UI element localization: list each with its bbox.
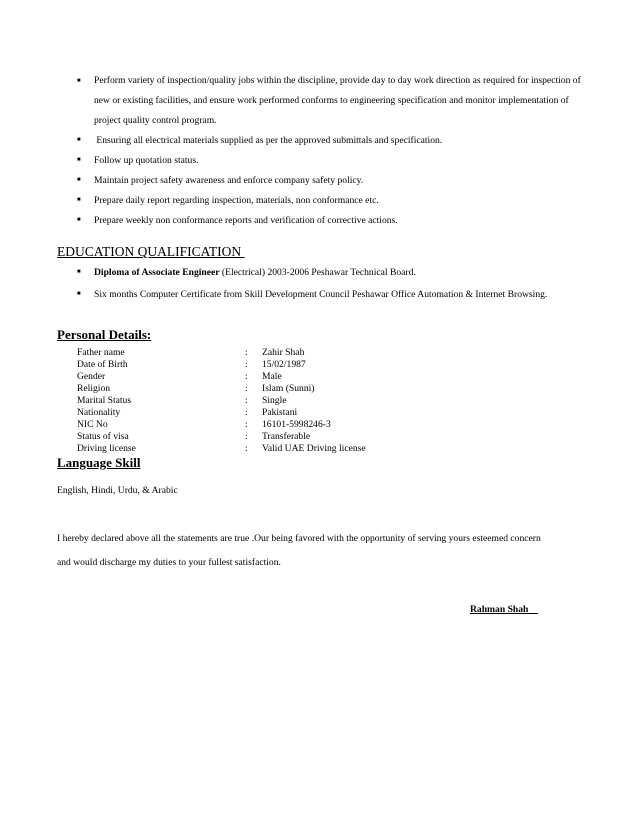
language-list: English, Hindi, Urdu, & Arabic [57, 485, 178, 496]
square-bullet-icon: ■ [77, 197, 81, 203]
list-item [0, 268, 638, 290]
detail-label: NIC No [77, 419, 108, 430]
square-bullet-icon: ■ [77, 217, 81, 223]
duty-text: Follow up quotation status. [94, 155, 199, 166]
detail-row [77, 443, 477, 455]
education-item [94, 288, 634, 302]
signature-name [470, 604, 538, 615]
education-list [0, 268, 638, 312]
detail-separator: : [245, 371, 248, 382]
detail-separator: : [245, 359, 248, 370]
duty-text: Perform variety of inspection/quality jobs within the discipline, provide day to day work direction as required for inspection of new or existing facilities, and ensure work performed conforms to engineering specification and monitor implementation of project quality control program. [94, 75, 581, 126]
detail-label: Driving license [77, 443, 136, 454]
detail-value: Transferable [262, 431, 311, 442]
duty-text: Maintain project safety awareness and enforce company safety policy. [94, 175, 364, 186]
education-heading [57, 244, 244, 260]
square-bullet-icon: ■ [77, 269, 81, 275]
detail-label: Father name [77, 347, 125, 358]
detail-label: Date of Birth [77, 359, 128, 370]
education-detail: (Electrical) 2003-2006 Peshawar Technical Board. [219, 267, 416, 278]
personal-details-table [77, 347, 477, 455]
detail-label: Marital Status [77, 395, 132, 406]
detail-label: Gender [77, 371, 106, 382]
detail-row [77, 407, 477, 419]
detail-value: Islam (Sunni) [262, 383, 315, 394]
duty-text: Ensuring all electrical materials supplied as per the approved submittals and specification. [94, 135, 443, 146]
declaration-line-2: and would discharge my duties to your fullest satisfaction. [57, 557, 281, 568]
detail-row [77, 383, 477, 395]
education-detail: Six months Computer Certificate from Skill Development Council Peshawar Office Automation & Internet Browsing. [94, 289, 548, 300]
education-heading-text: EDUCATION QUALIFICATION [57, 244, 242, 259]
detail-label: Religion [77, 383, 111, 394]
detail-row [77, 431, 477, 443]
education-degree: Diploma of Associate Engineer [94, 267, 220, 278]
detail-value: Male [262, 371, 282, 382]
detail-value: Valid UAE Driving license [262, 443, 366, 454]
detail-separator: : [245, 431, 248, 442]
detail-value: Single [262, 395, 287, 406]
duty-text: Prepare weekly non conformance reports and verification of corrective actions. [94, 215, 398, 226]
declaration-line-1: I hereby declared above all the statements are true .Our being favored with the opportunity of serving yours esteemed concern [57, 533, 541, 544]
duties-list [0, 76, 638, 235]
square-bullet-icon: ■ [77, 291, 81, 297]
detail-value: Zahir Shah [262, 347, 305, 358]
detail-row [77, 347, 477, 359]
detail-separator: : [245, 395, 248, 406]
detail-row [77, 419, 477, 431]
list-item [0, 290, 638, 312]
signature-text: Rahman Shah [470, 604, 529, 615]
education-item [94, 266, 594, 280]
detail-value: Pakistani [262, 407, 298, 418]
square-bullet-icon: ■ [77, 177, 81, 183]
detail-row [77, 395, 477, 407]
square-bullet-icon: ■ [77, 137, 81, 143]
list-item [0, 76, 638, 135]
detail-row [77, 359, 477, 371]
detail-label: Status of visa [77, 431, 129, 442]
personal-details-heading: Personal Details: [57, 327, 152, 342]
detail-separator: : [245, 443, 248, 454]
language-skill-heading: Language Skill [57, 455, 141, 470]
detail-value: 16101-5998246-3 [262, 419, 331, 430]
detail-separator: : [245, 407, 248, 418]
square-bullet-icon: ■ [77, 78, 81, 84]
list-item [0, 215, 638, 235]
duty-text: Prepare daily report regarding inspection, materials, non conformance etc. [94, 195, 379, 206]
detail-row [77, 371, 477, 383]
detail-separator: : [245, 383, 248, 394]
detail-value: 15/02/1987 [262, 359, 306, 370]
square-bullet-icon: ■ [77, 157, 81, 163]
detail-separator: : [245, 347, 248, 358]
detail-separator: : [245, 419, 248, 430]
detail-label: Nationality [77, 407, 121, 418]
